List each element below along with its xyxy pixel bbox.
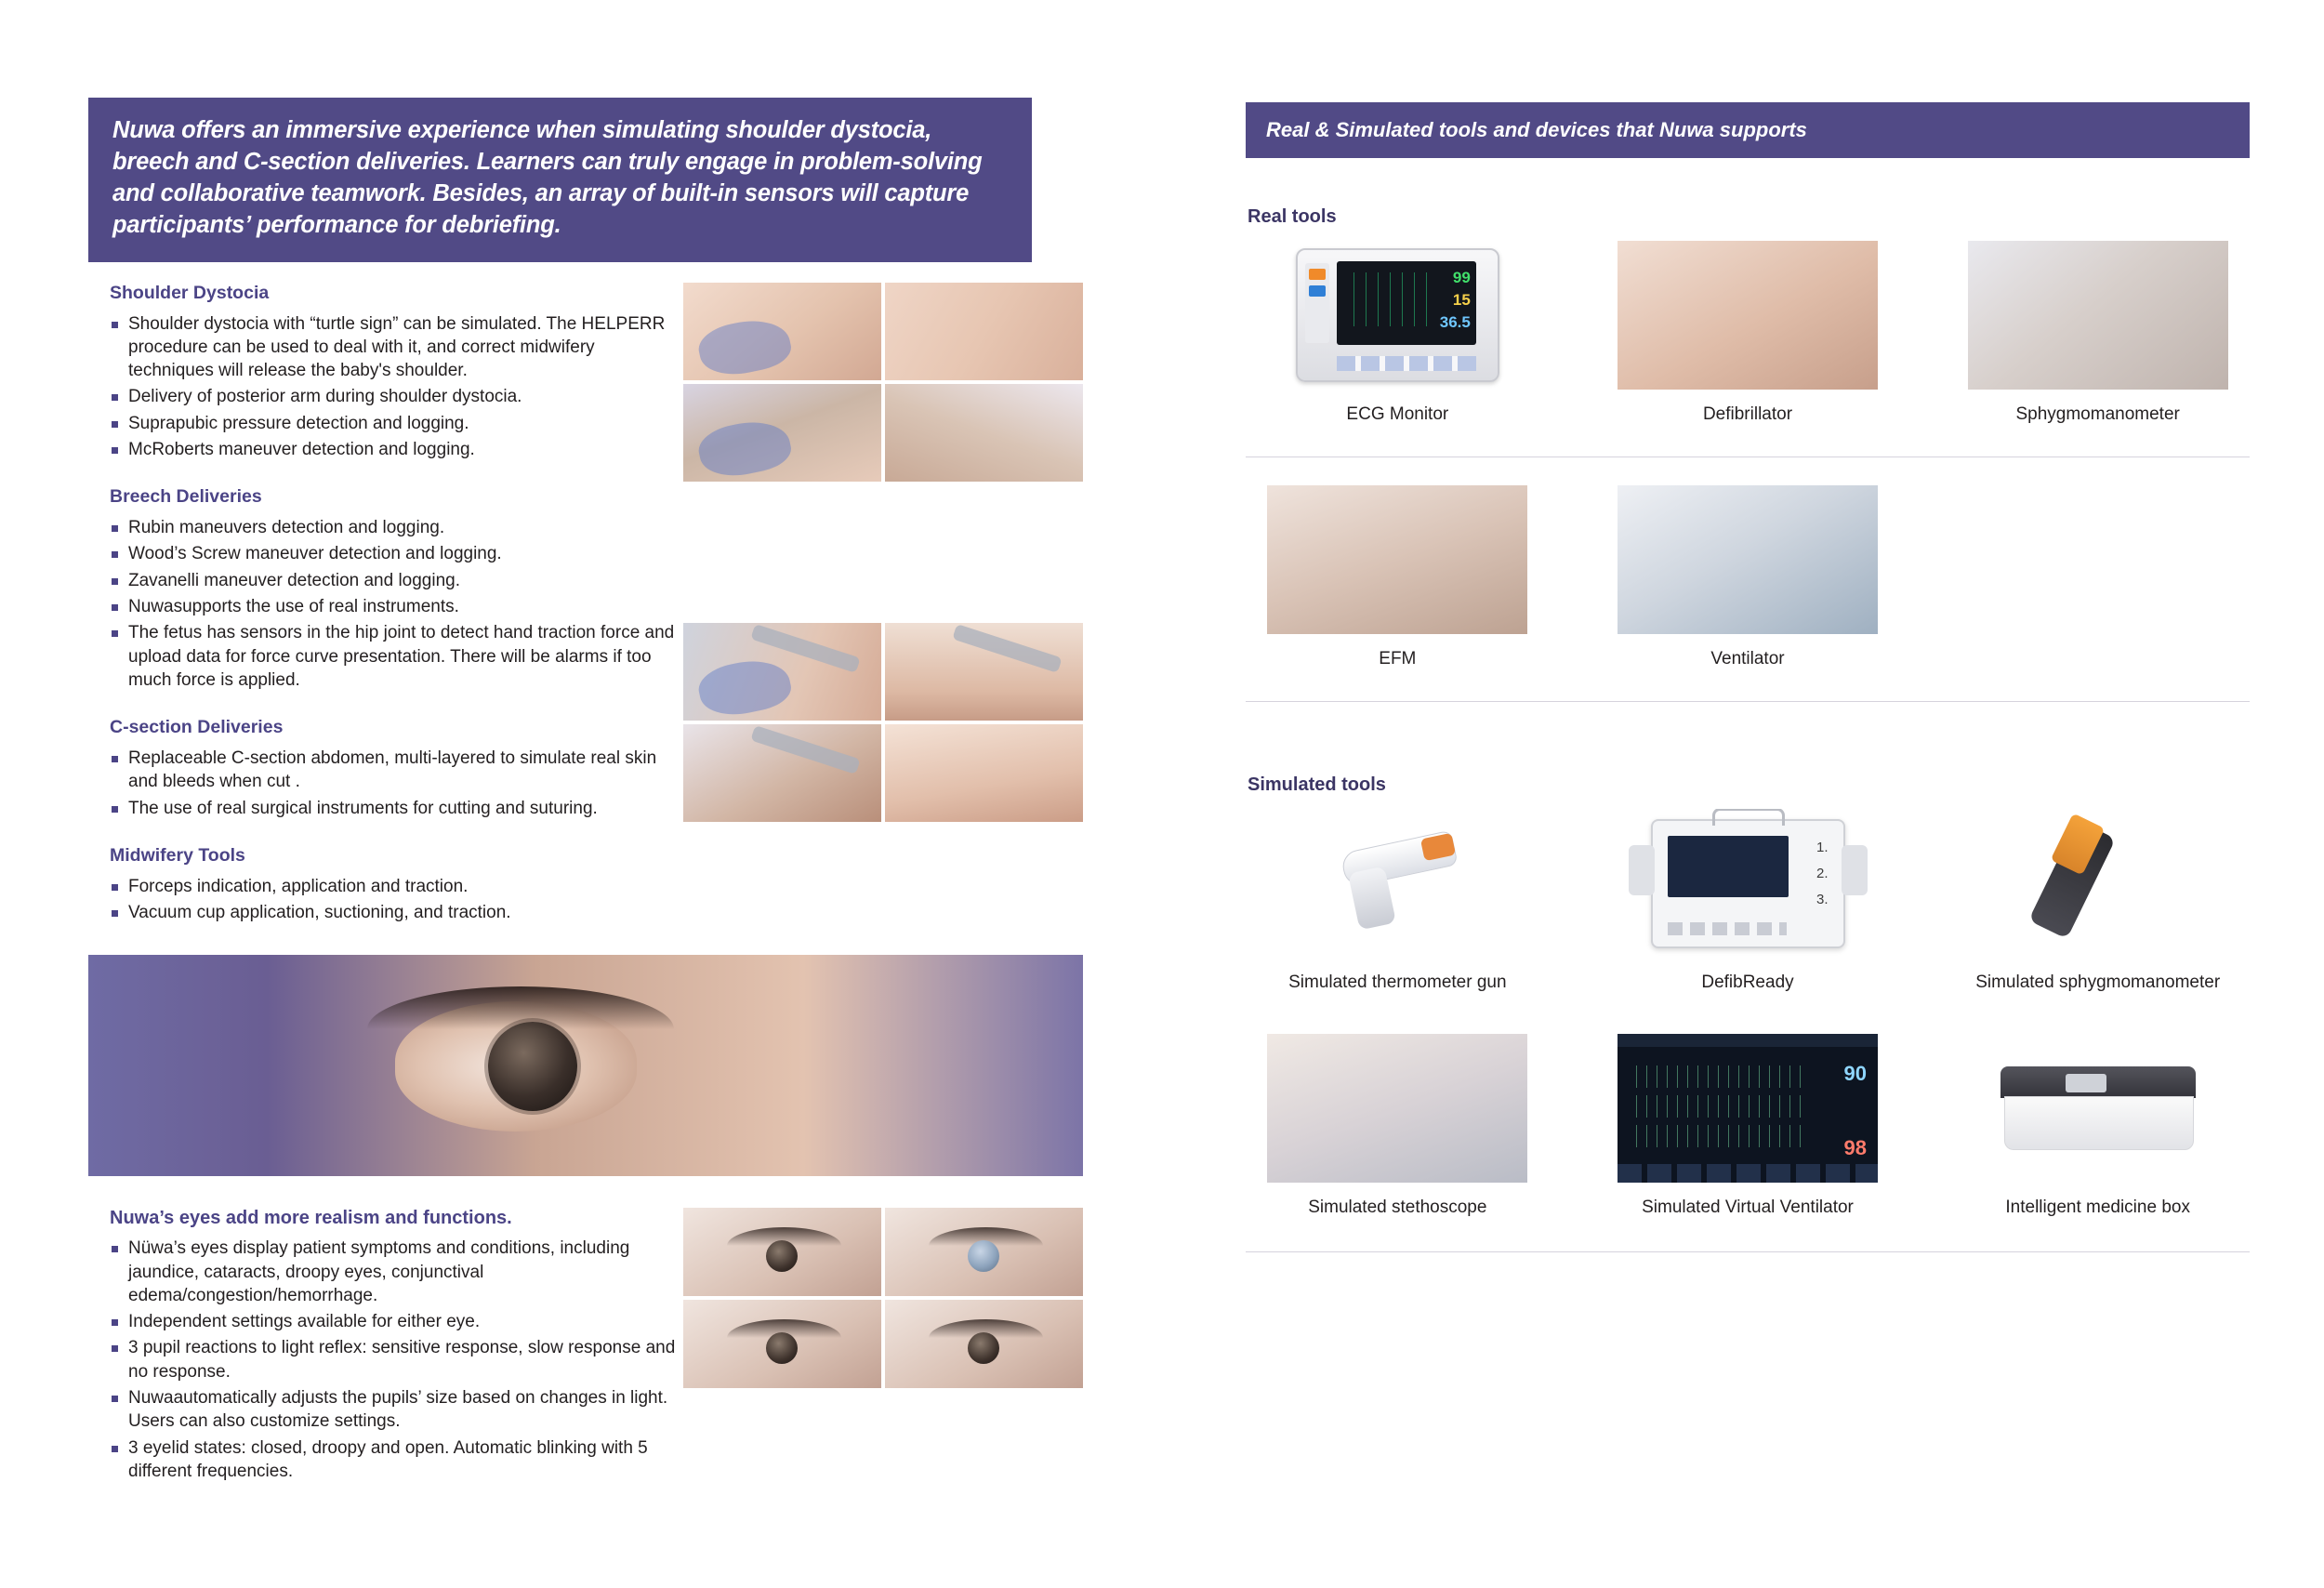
left-column: [88, 98, 1083, 1486]
screen-trace-3: [1627, 1125, 1803, 1147]
tool-simulated-thermometer-gun: [1246, 809, 1550, 993]
eyes-section-title: Nuwa’s eyes add more realism and functions.: [110, 1208, 512, 1229]
list-item: The fetus has sensors in the hip joint to detect hand traction force and upload data for force curve presentation. There will be alarms if too much force is applied.: [110, 621, 683, 692]
tool-label: Sphygmomanometer: [2015, 404, 2180, 424]
section-title-shoulder-dystocia: Shoulder Dystocia: [110, 282, 270, 303]
tool-sphygmomanometer: [1946, 241, 2250, 425]
iris-shape: [968, 1332, 999, 1364]
tool-image: [1267, 809, 1527, 958]
section-title-c-section-deliveries: C-section Deliveries: [110, 717, 284, 738]
photo-eye-1: [683, 1208, 881, 1296]
screen-value-top: 90: [1843, 1062, 1867, 1085]
tool-image: [1618, 809, 1878, 958]
tool-image: [1968, 1034, 2228, 1183]
tool-label: ECG Monitor: [1346, 404, 1449, 424]
ecg-button-row[interactable]: [1337, 356, 1476, 371]
simulated-tools-row-2: [1246, 1034, 2250, 1218]
tool-image: [1618, 1034, 1878, 1183]
photo-eye-4: [885, 1300, 1083, 1388]
ecg-screen: [1337, 261, 1476, 345]
photo-shoulder-dystocia-4: [885, 384, 1083, 482]
tool-intelligent-medicine-box: [1946, 1034, 2250, 1218]
tool-ecg-monitor: [1246, 241, 1550, 425]
tool-empty-slot: [1946, 485, 2250, 669]
tool-label: Ventilator: [1710, 649, 1785, 668]
photo-csection-4: [885, 724, 1083, 822]
photo-shoulder-dystocia-1: [683, 283, 881, 380]
screen-bottom-toolbar[interactable]: [1618, 1164, 1878, 1183]
medbox-rfid-icon: [2066, 1074, 2106, 1092]
list-item: Forceps indication, application and traction.: [110, 875, 683, 898]
tool-simulated-virtual-ventilator: [1596, 1034, 1900, 1218]
ecg-value-spo2: 99: [1452, 269, 1471, 286]
ecg-waveform: [1342, 272, 1432, 326]
eyes-section: [88, 1208, 1083, 1486]
real-tools-row-1: [1246, 241, 2250, 425]
tool-defibready: [1596, 809, 1900, 993]
defib-step-1: 1.: [1816, 839, 1829, 855]
eyes-bullets: [110, 1237, 683, 1483]
left-body: [88, 283, 1083, 928]
ecg-value-resp: 15: [1452, 291, 1471, 309]
photo-eye-3: [683, 1300, 881, 1388]
list-item: Wood’s Screw maneuver detection and logging.: [110, 542, 683, 565]
tool-image: [1267, 1034, 1527, 1183]
photo-grid-csection: [683, 623, 1083, 822]
photo-csection-1: [683, 623, 881, 721]
list-item: Nüwa’s eyes display patient symptoms and conditions, including jaundice, cataracts, droopy eyes, conjunctival edema/congestion/hemorrhage.: [110, 1237, 683, 1307]
section-bullets-shoulder-dystocia: [110, 312, 683, 462]
tool-label: Simulated Virtual Ventilator: [1642, 1198, 1854, 1217]
right-column: [1246, 102, 2250, 1252]
section-bullets-breech-deliveries: [110, 516, 683, 692]
ecg-monitor-icon: [1296, 248, 1499, 382]
tool-label: Simulated sphygmomanometer: [1975, 973, 2221, 992]
photo-grid-delivery: [683, 283, 1083, 482]
thermometer-gun-icon: [1318, 832, 1476, 934]
section-title-midwifery-tools: Midwifery Tools: [110, 844, 245, 866]
tools-banner: Real & Simulated tools and devices that Nuwa supports: [1246, 102, 2250, 158]
list-item: Zavanelli maneuver detection and logging.: [110, 569, 683, 592]
eye-lashes: [367, 986, 674, 1029]
list-item: Delivery of posterior arm during shoulder dystocia.: [110, 385, 683, 408]
eyes-text-content: [88, 1208, 683, 1486]
tool-image: [1968, 809, 2228, 958]
list-item: The use of real surgical instruments for cutting and suturing.: [110, 797, 683, 820]
section-bullets-midwifery-tools: [110, 875, 683, 925]
left-photo-column: [683, 283, 1083, 928]
defib-button-row[interactable]: [1668, 922, 1787, 935]
photo-shoulder-dystocia-3: [683, 384, 881, 482]
photo-shoulder-dystocia-2: [885, 283, 1083, 380]
list-item: Shoulder dystocia with “turtle sign” can be simulated. The HELPERR procedure can be used to deal with it, and correct midwifery techniques will release the baby's shoulder.: [110, 312, 683, 383]
list-item: McRoberts maneuver detection and logging.: [110, 438, 683, 461]
left-text-content: [88, 283, 683, 928]
tool-label: Intelligent medicine box: [2005, 1198, 2190, 1217]
photo-csection-3: [683, 724, 881, 822]
list-item: Replaceable C-section abdomen, multi-layered to simulate real skin and bleeds when cut .: [110, 747, 683, 794]
section-bullets-c-section-deliveries: [110, 747, 683, 820]
medicine-box-icon: [2000, 1057, 2196, 1159]
ecg-indicator-blue: [1309, 285, 1326, 297]
real-tools-row-2: [1246, 485, 2250, 669]
sphygmomanometer-icon: [2019, 818, 2177, 948]
defib-step-3: 3.: [1816, 891, 1829, 907]
ecg-indicator-orange: [1309, 269, 1326, 280]
tool-simulated-sphygmomanometer: [1946, 809, 2250, 993]
tool-simulated-stethoscope: [1246, 1034, 1550, 1218]
defib-paddle-left: [1629, 845, 1655, 895]
tool-image: [1618, 241, 1878, 390]
list-item: Nuwaautomatically adjusts the pupils’ size based on changes in light. Users can also customize settings.: [110, 1386, 683, 1434]
intro-banner: Nuwa offers an immersive experience when simulating shoulder dystocia, breech and C-section deliveries. Learners can truly engage in problem-solving and collaborative teamwork. Besides, an array of built-in sensors will capture participants’ performance for debriefing.: [88, 98, 1032, 262]
simulated-tools-title: Simulated tools: [1248, 774, 1386, 795]
photo-csection-2: [885, 623, 1083, 721]
ecg-value-temp: 36.5: [1439, 313, 1471, 331]
screen-value-bottom: 98: [1843, 1136, 1867, 1159]
hero-eye-photo: [88, 955, 1083, 1176]
iris-shape: [766, 1240, 798, 1272]
divider-2: [1246, 701, 2250, 702]
screen-top-bar: [1618, 1034, 1878, 1047]
virtual-ventilator-screen: [1618, 1034, 1878, 1183]
photo-grid-eyes: [683, 1208, 1083, 1388]
defib-handle: [1712, 809, 1785, 826]
tool-image: [1267, 485, 1527, 634]
tool-label: Simulated stethoscope: [1308, 1198, 1487, 1217]
list-item: Independent settings available for either eye.: [110, 1310, 683, 1333]
tool-ventilator: [1596, 485, 1900, 669]
iris-shape: [766, 1332, 798, 1364]
medbox-base: [2004, 1096, 2194, 1150]
tool-label: Defibrillator: [1702, 404, 1793, 424]
list-item: Nuwasupports the use of real instruments.: [110, 595, 683, 618]
divider-3: [1246, 1251, 2250, 1252]
tool-image: [1968, 241, 2228, 390]
defib-step-2: 2.: [1816, 865, 1829, 881]
real-tools-title: Real tools: [1248, 206, 1337, 227]
section-title-breech-deliveries: Breech Deliveries: [110, 486, 262, 508]
defibready-icon: [1651, 819, 1845, 948]
iris-shape: [968, 1240, 999, 1272]
eye-iris: [488, 1022, 577, 1111]
list-item: 3 eyelid states: closed, droopy and open. Automatic blinking with 5 different frequencies.: [110, 1436, 683, 1484]
defib-screen: [1668, 836, 1789, 897]
photo-eye-2: [885, 1208, 1083, 1296]
simulated-tools-row-1: [1246, 809, 2250, 993]
list-item: Suprapubic pressure detection and logging.: [110, 412, 683, 435]
tool-defibrillator: [1596, 241, 1900, 425]
tool-label: DefibReady: [1701, 973, 1794, 992]
tool-efm: [1246, 485, 1550, 669]
list-item: 3 pupil reactions to light reflex: sensitive response, slow response and no response.: [110, 1336, 683, 1383]
tool-image: [1267, 241, 1527, 390]
screen-trace-1: [1627, 1065, 1803, 1088]
tool-label: Simulated thermometer gun: [1288, 973, 1507, 992]
screen-trace-2: [1627, 1095, 1803, 1118]
tool-image: [1618, 485, 1878, 634]
tool-label: EFM: [1379, 649, 1417, 668]
list-item: Rubin maneuvers detection and logging.: [110, 516, 683, 539]
defib-paddle-right: [1842, 845, 1868, 895]
list-item: Vacuum cup application, suctioning, and traction.: [110, 901, 683, 924]
